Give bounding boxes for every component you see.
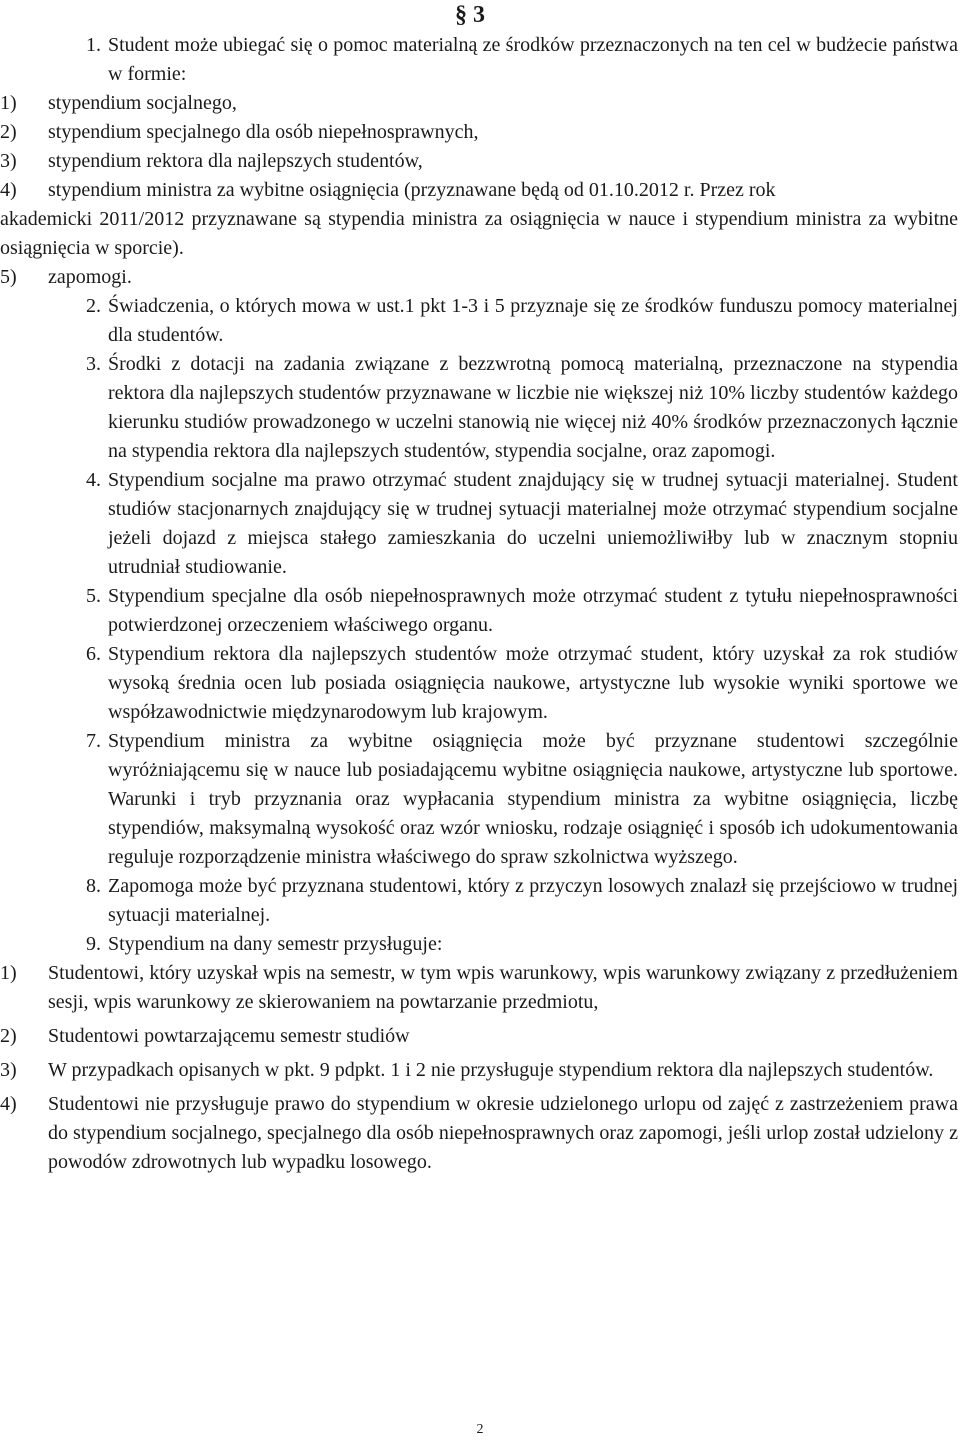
sub-item (0, 147, 958, 176)
sub-item-text: stypendium ministra za wybitne osiągnięcia (przyznawane będą od 01.10.2012 r. Przez rok (48, 179, 776, 201)
point-text: Stypendium na dany semestr przysługuje: (108, 933, 443, 955)
entitlement-number: 1) (0, 962, 17, 984)
point-text: Świadczenia, o których mowa w ust.1 pkt 1-3 i 5 przyznaje się ze środków funduszu pomocy materialnej dla studentów. (108, 295, 958, 346)
point-text: Stypendium specjalne dla osób niepełnosprawnych może otrzymać student z tytułu niepełnosprawności potwierdzonej orzeczeniem właściwego organu. (108, 585, 958, 636)
numbered-point (0, 640, 958, 727)
point-number: 7. (86, 730, 101, 752)
entitlement-text: Studentowi powtarzającemu semestr studiów (48, 1025, 410, 1047)
sub-item (0, 263, 958, 292)
entitlement-item (0, 1090, 958, 1177)
point-text: Stypendium ministra za wybitne osiągnięcia może być przyznane studentowi szczególnie wyróżniającemu się w nauce lub posiadającemu wybitne osiągnięcia naukowe, artystyczne lub sportowe. Warunki i tryb przyznania oraz wypłacania stypendium ministra za wybitne osiągnięcia, liczbę stypendiów, maksymalną wysokość oraz wzór wniosku, rodzaje osiągnięć i sposób ich udokumentowania reguluje rozporządzenie ministra właściwego do spraw szkolnictwa wyższego. (108, 730, 958, 868)
point-number: 5. (86, 585, 101, 607)
numbered-point (0, 350, 958, 466)
point-text: Student może ubiegać się o pomoc materialną ze środków przeznaczonych na ten cel w budżecie państwa w formie: (108, 34, 958, 85)
sub-item-number: 2) (0, 121, 17, 143)
sub-item-text: stypendium rektora dla najlepszych studentów, (48, 150, 423, 172)
numbered-point (0, 31, 958, 89)
point-number: 8. (86, 875, 101, 897)
point-number: 3. (86, 353, 101, 375)
numbered-point (0, 292, 958, 350)
point-text: Środki z dotacji na zadania związane z bezzwrotną pomocą materialną, przeznaczone na stypendia rektora dla najlepszych studentów przyznawane w liczbie nie większej niż 10% liczby studentów każdego kierunku studiów prowadzonego w uczelni stanowią nie więcej niż 40% środków przeznaczonych łącznie na stypendia rektora dla najlepszych studentów, stypendia socjalne, oraz zapomogi. (108, 353, 958, 462)
sub-item-text: stypendium specjalnego dla osób niepełnosprawnych, (48, 121, 479, 143)
entitlement-number: 3) (0, 1059, 17, 1081)
numbered-point (0, 872, 958, 930)
sub-item (0, 176, 958, 205)
point-number: 6. (86, 643, 101, 665)
numbered-point (0, 727, 958, 872)
numbered-point (0, 582, 958, 640)
entitlement-item (0, 959, 958, 1017)
sub-item (0, 89, 958, 118)
entitlement-item (0, 1056, 958, 1085)
point-number: 1. (86, 34, 101, 56)
entitlement-item (0, 1022, 958, 1051)
document-body (0, 31, 958, 1177)
sub-item-text: stypendium socjalnego, (48, 92, 237, 114)
numbered-point (0, 466, 958, 582)
sub-item-number: 5) (0, 266, 17, 288)
point-text: Zapomoga może być przyznana studentowi, który z przyczyn losowych znalazł się przejściowo w trudnej sytuacji materialnej. (108, 875, 958, 926)
point-text: Stypendium socjalne ma prawo otrzymać student znajdujący się w trudnej sytuacji materialnej. Student studiów stacjonarnych znajdujący się w trudnej sytuacji materialnej może otrzymać stypendium socjalne jeżeli dojazd z miejsca stałego zamieszkania do uczelni uniemożliwiłby lub w znacznym stopniu utrudniał studiowanie. (108, 469, 958, 578)
sub-item-text: zapomogi. (48, 266, 132, 288)
point-number: 2. (86, 295, 101, 317)
entitlement-text: W przypadkach opisanych w pkt. 9 pdpkt. 1 i 2 nie przysługuje stypendium rektora dla najlepszych studentów. (48, 1059, 934, 1081)
sub-item-number: 4) (0, 179, 17, 201)
sub-item-number: 1) (0, 92, 17, 114)
entitlement-number: 4) (0, 1093, 17, 1115)
numbered-point (0, 930, 958, 959)
sub-item (0, 118, 958, 147)
point-number: 4. (86, 469, 101, 491)
entitlement-number: 2) (0, 1025, 17, 1047)
point-text: Stypendium rektora dla najlepszych studentów może otrzymać student, który uzyskał za rok studiów wysoką średnia ocen lub posiada osiągnięcia naukowe, artystyczne lub wysokie wyniki sportowe we współzawodnictwie międzynarodowym lub krajowym. (108, 643, 958, 723)
sub-item-number: 3) (0, 150, 17, 172)
point-number: 9. (86, 933, 101, 955)
section-heading: § 3 (455, 2, 485, 28)
entitlement-text: Studentowi nie przysługuje prawo do stypendium w okresie udzielonego urlopu od zajęć z zastrzeżeniem prawa do stypendium socjalnego, specjalnego dla osób niepełnosprawnych oraz zapomogi, jeśli urlop został udzielony z powodów zdrowotnych lub wypadku losowego. (48, 1093, 958, 1173)
sub-item-continuation: akademicki 2011/2012 przyznawane są stypendia ministra za osiągnięcia w nauce i stypendium ministra za wybitne osiągnięcia w sporcie). (0, 208, 958, 259)
entitlement-text: Studentowi, który uzyskał wpis na semestr, w tym wpis warunkowy, wpis warunkowy związany z przedłużeniem sesji, wpis warunkowy ze skierowaniem na powtarzanie przedmiotu, (48, 962, 958, 1013)
page-number: 2 (476, 1422, 484, 1437)
